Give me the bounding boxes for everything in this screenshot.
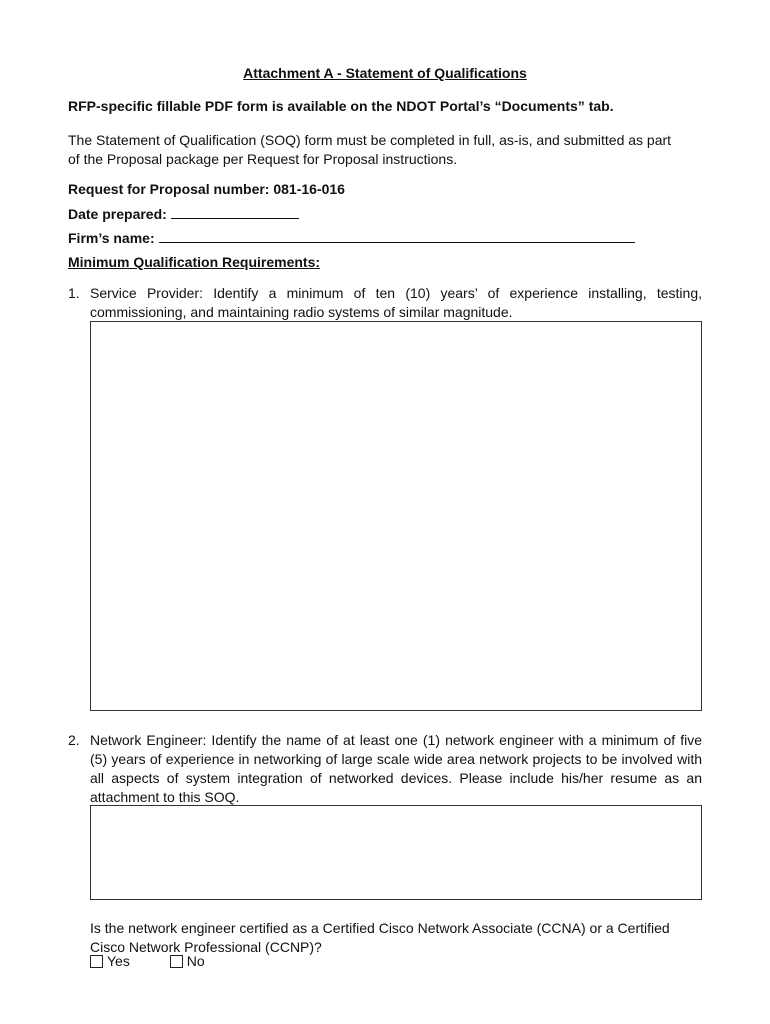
requirement-item-2: [68, 731, 702, 807]
firm-name-field[interactable]: [159, 228, 635, 243]
certification-question: Is the network engineer certified as a Certified Cisco Network Associate (CCNA) or a Certified Cisco Network Professional (CCNP)?: [90, 920, 670, 955]
yes-option[interactable]: [90, 952, 130, 971]
intro-paragraph: [68, 131, 708, 169]
firm-name-row: [68, 228, 635, 248]
date-prepared-row: [68, 204, 299, 224]
certification-options: [90, 952, 241, 973]
network-engineer-response-box[interactable]: [90, 805, 702, 900]
date-prepared-field[interactable]: [171, 204, 299, 219]
intro-line-1: The Statement of Qualification (SOQ) form must be completed in full, as-is, and submitted as part: [68, 132, 672, 148]
intro-line-2: of the Proposal package per Request for Proposal instructions.: [68, 151, 458, 167]
fillable-form-notice: RFP-specific fillable PDF form is available on the NDOT Portal’s “Documents” tab.: [68, 98, 614, 114]
firm-name-label: Firm’s name:: [68, 230, 155, 246]
min-qualification-heading: Minimum Qualification Requirements:: [68, 254, 321, 270]
yes-label: Yes: [107, 953, 130, 969]
item-number: 2.: [68, 732, 80, 748]
date-prepared-label: Date prepared:: [68, 206, 167, 222]
no-label: No: [186, 953, 205, 969]
requirement-item-1: [68, 284, 702, 322]
yes-checkbox[interactable]: [90, 955, 103, 968]
rfp-number: Request for Proposal number: 081-16-016: [68, 181, 345, 197]
service-provider-response-box[interactable]: [90, 321, 702, 711]
no-option[interactable]: [170, 952, 205, 971]
document-title: Attachment A - Statement of Qualifications: [243, 65, 527, 81]
item-text: Service Provider: Identify a minimum of ten (10) years’ of experience installing, testing, commissioning, and maintaining radio systems of similar magnitude.: [90, 285, 702, 320]
no-checkbox[interactable]: [170, 955, 183, 968]
item-number: 1.: [68, 285, 80, 301]
item-text: Network Engineer: Identify the name of at least one (1) network engineer with a minimum of five (5) years of experience in networking of large scale wide area network projects to be involved with all aspects of system integration of networked devices. Please include his/her resume as an attachment to this SOQ.: [90, 732, 702, 805]
